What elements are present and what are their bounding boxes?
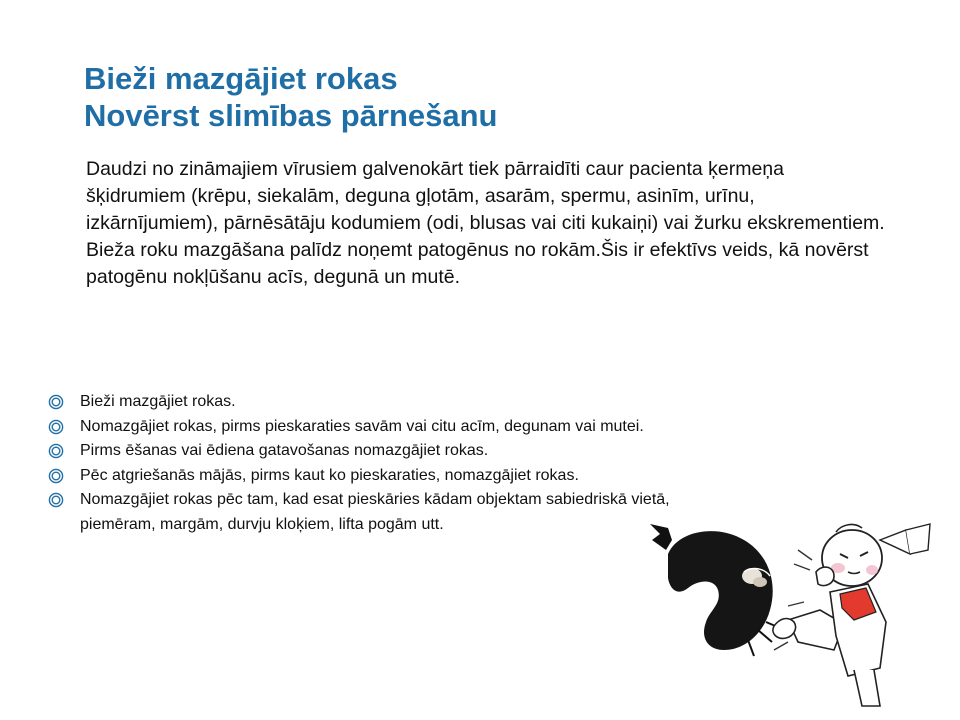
tip-text: Pēc atgriešanās mājās, pirms kaut ko pieskaraties, nomazgājiet rokas. [80, 466, 579, 484]
tip-text: piemēram, margām, durvju kloķiem, lifta pogām utt. [80, 515, 444, 533]
tip-text: Nomazgājiet rokas, pirms pieskaraties savām vai citu acīm, degunam vai mutei. [80, 417, 644, 435]
double-circle-bullet-icon [48, 468, 64, 484]
tip-item [48, 415, 928, 440]
title-line-1: Bieži mazgājiet rokas [84, 61, 398, 96]
body-text [86, 156, 886, 291]
tip-text: Pirms ēšanas vai ēdiena gatavošanas nomazgājiet rokas. [80, 442, 489, 459]
double-circle-bullet-icon [48, 419, 64, 435]
body-paragraph-1: Daudzi no zināmajiem vīrusiem galvenokārt tiek pārraidīti caur pacienta ķermeņa šķidrumiem (krēpu, siekalām, deguna gļotām, asarām, spermu, asinīm, urīnu, izkārnījumiem), pārnēsātāju kodumiem (odi, blusas vai citi kukaiņi) vai žurku ekskrementiem. [86, 158, 885, 234]
double-circle-bullet-icon [48, 492, 64, 508]
tip-item [48, 464, 928, 489]
title-line-2: Novērst slimības pārnešanu [84, 98, 498, 133]
child-kicking-germ-illustration [648, 510, 948, 710]
body-paragraph-2: Bieža roku mazgāšana palīdz noņemt patogēnus no rokām.Šis ir efektīvs veids, kā novērst patogēnu nokļūšanu acīs, degunā un mutē. [86, 239, 869, 288]
tip-item [48, 439, 928, 464]
double-circle-bullet-icon [48, 394, 64, 410]
tip-item [48, 390, 928, 415]
slide-title [84, 60, 498, 134]
child-icon [773, 524, 930, 706]
tip-text: Nomazgājiet rokas pēc tam, kad esat pieskāries kādam objektam sabiedriskā vietā, [80, 491, 670, 508]
tip-item [48, 488, 928, 513]
germ-icon [650, 524, 780, 656]
tip-text: Bieži mazgājiet rokas. [80, 393, 236, 410]
double-circle-bullet-icon [48, 443, 64, 459]
